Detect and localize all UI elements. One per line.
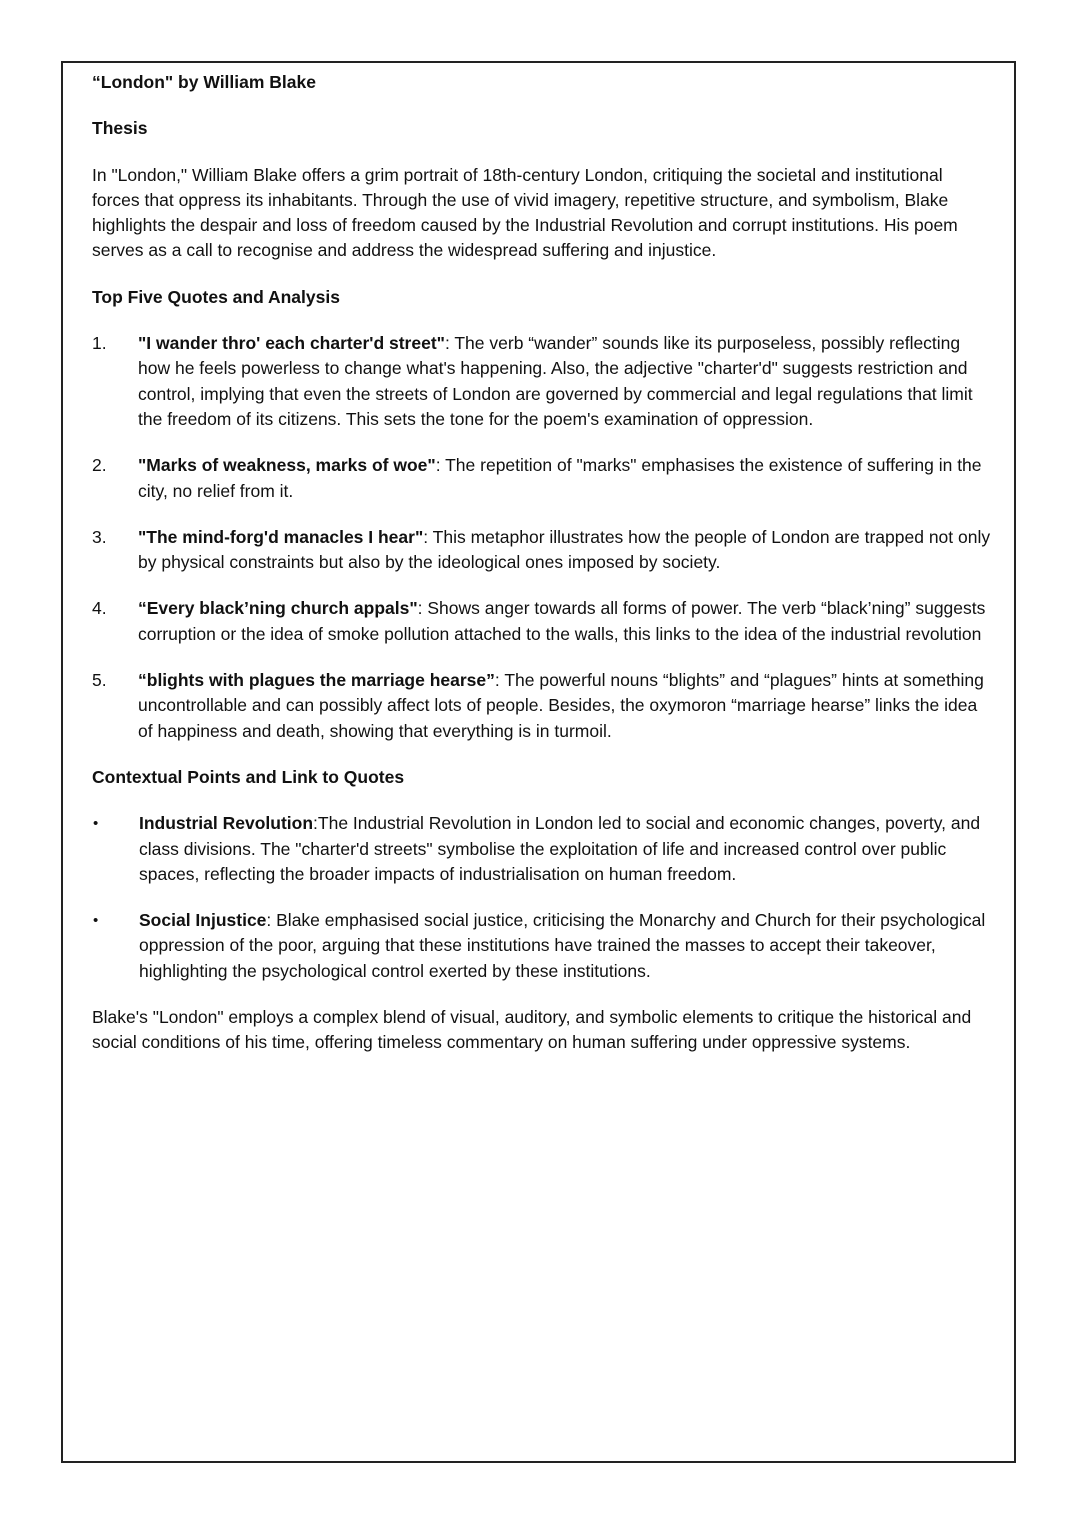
context-term: Social Injustice bbox=[139, 910, 267, 931]
quote-analysis: : The powerful nouns “blights” and “plagues” hints at something uncontrollable and can possibly affect lots of people. Besides, the oxymoron “marriage hearse” links the idea of happiness and death, showing that everything is in turmoil. bbox=[138, 670, 984, 741]
quote-body bbox=[138, 525, 992, 576]
quote-body bbox=[138, 596, 992, 647]
quote-number: 2. bbox=[92, 455, 107, 476]
document-title: “London" by William Blake bbox=[92, 72, 316, 92]
quote-item-1 bbox=[92, 331, 992, 432]
context-heading: Contextual Points and Link to Quotes bbox=[92, 766, 405, 787]
context-body bbox=[139, 811, 992, 887]
quote-body bbox=[138, 668, 992, 744]
quote-item-3 bbox=[92, 525, 992, 576]
quote-item-4 bbox=[92, 596, 992, 647]
quote-analysis: : Shows anger towards all forms of power. The verb “black’ning” suggests corruption or the idea of smoke pollution attached to the walls, this links to the idea of the industrial revolution bbox=[138, 598, 986, 644]
conclusion-paragraph: Blake's "London" employs a complex blend of visual, auditory, and symbolic elements to critique the historical and social conditions of his time, offering timeless commentary on human suffering under oppressive systems. bbox=[92, 1007, 972, 1053]
context-text: : Blake emphasised social justice, criticising the Monarchy and Church for their psychological oppression of the poor, arguing that these institutions have trained the masses to accept their takeover, highlighting the psychological control exerted by these institutions. bbox=[139, 910, 986, 981]
bullet-icon: • bbox=[93, 815, 99, 833]
quote-item-5 bbox=[92, 668, 992, 744]
thesis-paragraph: In "London," William Blake offers a grim portrait of 18th-century London, critiquing the societal and institutional forces that oppress its inhabitants. Through the use of vivid imagery, repetitive structure, and symbolism, Blake highlights the despair and loss of freedom caused by the Industrial Revolution and corrupt institutions. His poem serves as a call to recognise and address the widespread suffering and injustice. bbox=[92, 164, 958, 261]
quote-text: "Marks of weakness, marks of woe" bbox=[138, 455, 436, 476]
thesis-heading: Thesis bbox=[92, 118, 148, 139]
context-body bbox=[139, 908, 992, 984]
context-item-social-injustice bbox=[92, 908, 992, 984]
quote-body bbox=[138, 453, 992, 504]
bullet-icon: • bbox=[93, 912, 99, 930]
quote-body bbox=[138, 331, 992, 432]
context-term: Industrial Revolution bbox=[139, 813, 314, 834]
quote-analysis: : The verb “wander” sounds like its purposeless, possibly reflecting how he feels powerless to change what's happening. Also, the adjective "charter'd" suggests restriction and control, implying that even the streets of London are governed by commercial and legal regulations that limit the freedom of its citizens. This sets the tone for the poem's examination of oppression. bbox=[138, 333, 973, 429]
document-content bbox=[92, 70, 992, 1077]
quote-number: 5. bbox=[92, 670, 107, 691]
context-text: :The Industrial Revolution in London led to social and economic changes, poverty, and class divisions. The "charter'd streets" symbolise the exploitation of life and increased control over public spaces, reflecting the broader impacts of industrialisation on human freedom. bbox=[139, 813, 981, 884]
quote-item-2 bbox=[92, 453, 992, 504]
quote-text: "I wander thro' each charter'd street" bbox=[138, 333, 445, 354]
quote-text: "The mind-forg'd manacles I hear" bbox=[138, 526, 424, 547]
quote-number: 3. bbox=[92, 526, 107, 547]
quotes-heading: Top Five Quotes and Analysis bbox=[92, 286, 340, 307]
quote-analysis: : The repetition of "marks" emphasises the existence of suffering in the city, no relief from it. bbox=[138, 455, 982, 501]
quote-text: “blights with plagues the marriage hearse” bbox=[138, 670, 495, 691]
quote-analysis: : This metaphor illustrates how the people of London are trapped not only by physical constraints but also by the ideological ones imposed by society. bbox=[138, 526, 991, 573]
context-item-industrial-revolution bbox=[92, 811, 992, 887]
quote-text: “Every black’ning church appals" bbox=[138, 598, 418, 619]
quote-number: 1. bbox=[92, 333, 107, 354]
quote-number: 4. bbox=[92, 598, 107, 619]
